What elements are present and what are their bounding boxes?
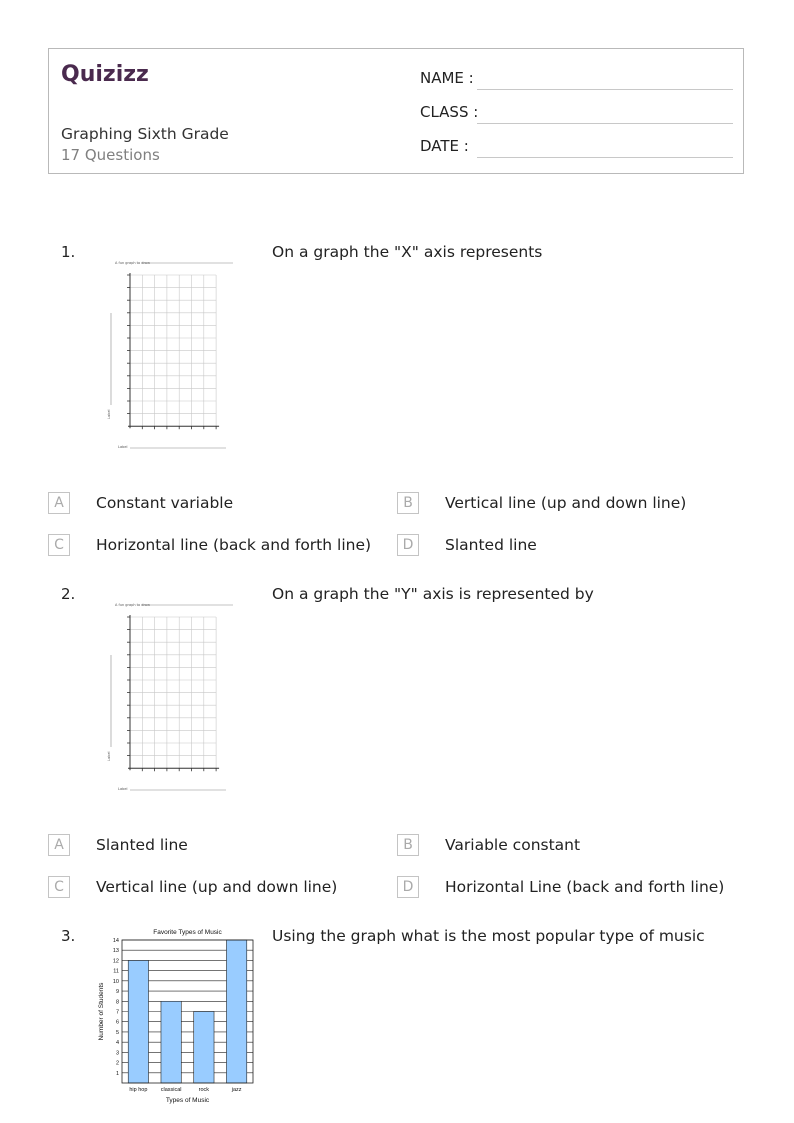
x-axis-title: Types of Music: [165, 1097, 210, 1104]
y-tick-label: 14: [112, 938, 119, 944]
y-axis-title: Number of Students: [98, 982, 105, 1041]
y-tick-label: 5: [115, 1029, 119, 1036]
y-axis-label: Label: [107, 409, 111, 419]
option-c-text[interactable]: Vertical line (up and down line): [96, 878, 338, 896]
option-c-letter[interactable]: C: [48, 534, 70, 556]
date-field[interactable]: [477, 157, 733, 158]
name-label: NAME :: [420, 69, 474, 87]
y-tick-label: 9: [115, 989, 119, 996]
quizizz-logo: [61, 59, 153, 91]
y-tick-label: 8: [115, 999, 119, 1006]
x-tick-label: classical: [160, 1087, 182, 1093]
worksheet-title: Graphing Sixth Grade: [61, 125, 229, 143]
y-tick-label: 13: [112, 948, 119, 955]
option-d-letter[interactable]: D: [397, 876, 419, 898]
bar: [128, 960, 148, 1083]
class-field[interactable]: [477, 123, 733, 124]
option-b-text[interactable]: Vertical line (up and down line): [445, 494, 687, 512]
chart-title: Favorite Types of Music: [153, 929, 222, 936]
bar: [161, 1001, 181, 1083]
option-a-text[interactable]: Slanted line: [96, 836, 188, 854]
y-tick-label: 6: [115, 1019, 119, 1026]
question-number: 3.: [61, 927, 76, 945]
option-d-text[interactable]: Horizontal Line (back and forth line): [445, 878, 725, 896]
x-tick-label: hip hop: [129, 1087, 148, 1093]
option-c-letter[interactable]: C: [48, 876, 70, 898]
option-a-letter[interactable]: A: [48, 834, 70, 856]
name-field[interactable]: [477, 89, 733, 90]
option-c-text[interactable]: Horizontal line (back and forth line): [96, 536, 372, 554]
question-number: 1.: [61, 243, 76, 261]
y-tick-label: 11: [113, 968, 119, 975]
y-tick-label: 12: [112, 958, 119, 965]
question-text: On a graph the "X" axis represents: [272, 243, 543, 261]
music-bar-chart: [94, 924, 264, 1110]
bar: [194, 1012, 214, 1084]
option-d-text[interactable]: Slanted line: [445, 536, 537, 554]
blank-graph-image: [102, 597, 242, 797]
date-label: DATE :: [420, 137, 469, 155]
option-d-letter[interactable]: D: [397, 534, 419, 556]
y-axis-label: Label: [107, 751, 111, 761]
x-tick-label: rock: [198, 1087, 210, 1093]
y-tick-label: 7: [115, 1009, 119, 1016]
blank-graph-image: [102, 255, 242, 455]
y-tick-label: 3: [115, 1050, 119, 1057]
x-axis-label: Label: [118, 787, 128, 791]
class-label: CLASS :: [420, 103, 479, 121]
option-b-text[interactable]: Variable constant: [445, 836, 581, 854]
x-axis-label: Label: [118, 445, 128, 449]
y-tick-label: 4: [115, 1040, 119, 1047]
question-text: On a graph the "Y" axis is represented by: [272, 585, 594, 603]
x-tick-label: jazz: [231, 1087, 242, 1093]
question-count: 17 Questions: [61, 146, 160, 164]
question-text: Using the graph what is the most popular type of music: [272, 927, 705, 945]
question-number: 2.: [61, 585, 76, 603]
graph-title-label: A fun graph to draw: [115, 603, 150, 607]
bar: [226, 940, 246, 1083]
option-a-letter[interactable]: A: [48, 492, 70, 514]
option-a-text[interactable]: Constant variable: [96, 494, 234, 512]
y-tick-label: 2: [115, 1060, 119, 1067]
worksheet-header: [48, 48, 744, 174]
option-b-letter[interactable]: B: [397, 492, 419, 514]
svg-text:Quizizz: Quizizz: [61, 62, 149, 87]
y-tick-label: 1: [115, 1070, 119, 1077]
graph-title-label: A fun graph to draw: [115, 261, 150, 265]
option-b-letter[interactable]: B: [397, 834, 419, 856]
y-tick-label: 10: [112, 978, 119, 985]
